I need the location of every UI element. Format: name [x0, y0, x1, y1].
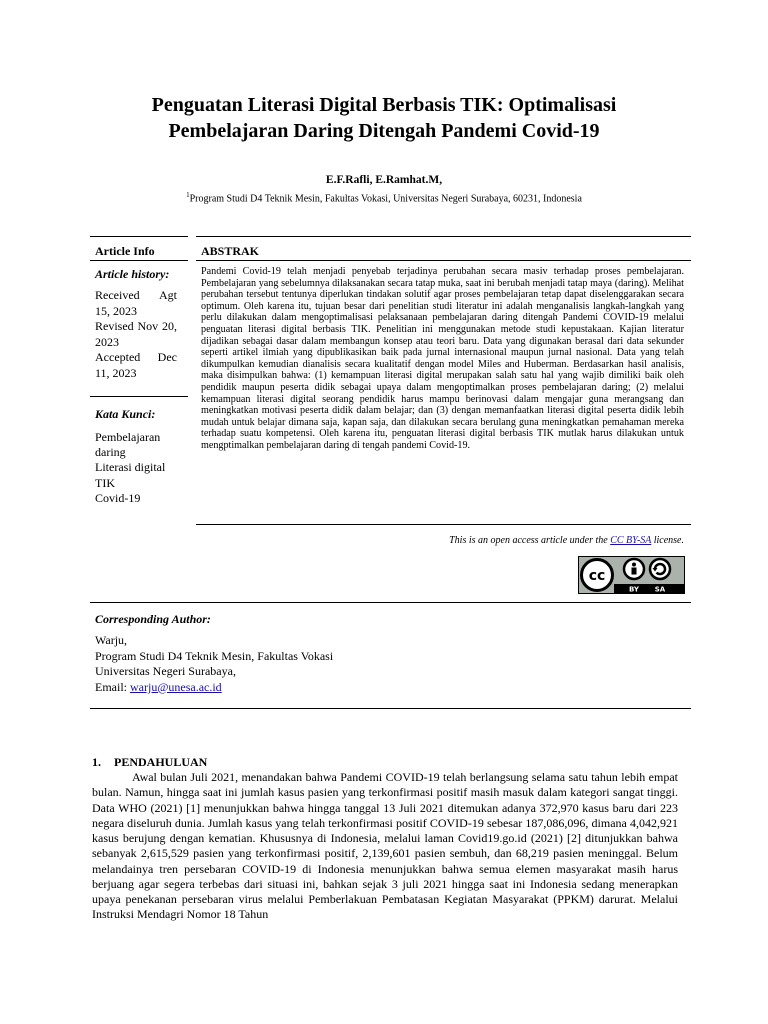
license-prefix: This is an open access article under the — [449, 535, 611, 546]
keywords-list — [95, 430, 185, 506]
paper-title-line-1: Penguatan Literasi Digital Berbasis TIK: Optimalisasi — [151, 94, 617, 116]
section-title: PENDAHULUAN — [114, 755, 208, 769]
license-statement — [300, 535, 684, 546]
revised-date: Revised Nov 20, 2023 — [95, 319, 177, 349]
keyword-item: Pembelajaran daring — [95, 430, 161, 460]
svg-text:BY: BY — [628, 585, 640, 594]
cc-by-sa-badge[interactable] — [578, 556, 685, 594]
keyword-item: Covid-19 — [95, 490, 141, 505]
rule-license-bottom — [90, 602, 691, 603]
corresponding-line-2: Universitas Negeri Surabaya, — [95, 664, 236, 679]
abstract-heading: ABSTRAK — [201, 244, 260, 258]
section-body-text: Awal bulan Juli 2021, menandakan bahwa Pandemi COVID-19 telah berlangsung selama satu tahun lebih empat bulan. Namun, hingga saat ini jumlah kasus pasien yang terkonfirmasi positif masih masuk dalam kategori sangat tinggi. Data WHO (2021) [1] menunjukkan bahwa hingga tanggal 13 Juli 2021 ditemukan adanya 372,970 kasus baru dari 223 negara diseluruh dunia. Jumlah kasus yang telah terkonfirmasi positif COVID-19 sebesar 187,086,096, dimana 4,042,921 kasus berujung dengan kematian. Khususnya di Indonesia, melalui laman Covid19.go.id (2021) [2] ditunjukkan bahwa sebanyak 2,615,529 pasien yang terkonfirmasi positif, 2,139,601 pasien sembuh, dan 68,219 pasien meninggal. Belum melandainya tren persebaran COVID-19 di Indonesia menunjukkan bahwa semua elemen masyarakat masih harus berjuang agar segera terbebas dari situasi ini, bahkan sejak 3 juli 2021 hingga saat ini Indonesia sedang menerapkan upaya penekanan persebaran virus melalui Pemberlakuan Pembatasan Kegiatan Masyarakat (PPKM) darurat. Melalui Instruksi Mendagri Nomor 18 Tahun — [92, 770, 678, 922]
abstract-text: Pandemi Covid-19 telah menjadi penyebab terjadinya perubahan secara masiv terhadap proses pembelajaran. Pembelajaran yang sebelumnya dilaksanakan secara tatap muka, saat ini berubah menjadi tatap maya (daring). Melihat perubahan tersebut tentunya diperlukan tindakan solutif agar proses pembelajaran tetap dapat diselenggarakan secara optimum. Oleh karena itu, tujuan besar dari penelitian studi literatur ini adalah menganalisis langkah-langkah yang perlu dilakukan dalam mengoptimalisasi pelaksanaan pembelajaran daring ditengah Pandemi COVID-19 melalui penguatan literasi digital berbasis TIK. Penelitian ini menggunakan metode studi kepustakaan. Kajian literatur dijadikan sebagai dasar dalam membangun konsep atau teori baru. Data yang digunakan berasal dari data sekunder seperti artikel ilmiah yang dipublikasikan baik pada jurnal internasional maupun jurnal nasional. Data yang telah dikumpulkan kemudian dianalisis secara kualitatif dengan model Miles and Huberman. Berdasarkan hasil analisis, maka disimpulkan bahwa: (1) kemampuan literasi digital merupakan salah satu hal yang wajib dimiliki baik oleh pendidik maupun peserta didik sebagai upaya dalam mengoptimalkan proses pembelajaran daring; (2) melalui kemampuan literasi digital seorang pendidik harus mampu berinovasi dalam mengajar guna merangsang dan meningkatkan motivasi peserta didik dalam belajar; dan (3) dengan memanfaatkan literasi digital peserta didik lebih mudah untuk belajar dimana saja, kapan saja, dan dilakukan secara berulang guna meningkatkan pemahaman mereka terhadap suatu kompetensi. Oleh karena itu, penguatan literasi digital berbasis TIK mutlak harus dilakukan untuk mengptimalkan pembelajaran daring di tengah pandemi Covid-19. — [201, 266, 684, 451]
accepted-date: Accepted Dec 11, 2023 — [95, 350, 177, 380]
affiliation-text: Program Studi D4 Teknik Mesin, Fakultas Vokasi, Universitas Negeri Surabaya, 60231, Indonesia — [189, 193, 582, 205]
corresponding-email — [95, 680, 333, 696]
rule-heading-left — [90, 260, 188, 261]
article-info-heading: Article Info — [95, 244, 155, 258]
rule-history-keywords — [90, 396, 188, 397]
article-history — [95, 288, 177, 382]
section-heading — [92, 755, 207, 770]
license-suffix: license. — [651, 535, 684, 546]
keyword-item: TIK — [95, 475, 115, 490]
affiliation-mark: 1 — [186, 191, 190, 199]
corresponding-name: Warju, — [95, 633, 128, 647]
rule-corresponding-bottom — [90, 708, 691, 709]
cc-by-sa-link[interactable]: CC BY-SA — [610, 535, 652, 546]
keywords-heading: Kata Kunci: — [95, 407, 156, 421]
email-label: Email: — [95, 679, 130, 694]
rule-abstract-bottom — [196, 524, 691, 525]
paper-title-line-2: Pembelajaran Daring Ditengah Pandemi Covid-19 — [168, 120, 600, 142]
rule-top-right — [196, 236, 691, 237]
corresponding-author-heading: Corresponding Author: — [95, 612, 211, 626]
svg-text:SA: SA — [654, 585, 666, 594]
section-body — [92, 770, 678, 923]
email-link[interactable]: warju@unesa.ac.id — [130, 679, 222, 694]
rule-top-left — [90, 236, 188, 237]
paper-title — [60, 92, 708, 144]
section-number: 1. — [92, 755, 101, 769]
rule-heading-right — [196, 260, 691, 261]
received-date: Received Agt 15, 2023 — [95, 288, 177, 318]
corresponding-author — [95, 633, 333, 695]
keyword-item: Literasi digital — [95, 460, 166, 475]
authors: E.F.Rafli, E.Ramhat.M, — [325, 174, 443, 186]
attribution-icon — [632, 563, 636, 567]
affiliation — [60, 191, 708, 204]
cc-icon: cc — [588, 568, 606, 584]
corresponding-line-1: Program Studi D4 Teknik Mesin, Fakultas Vokasi — [95, 648, 334, 663]
article-history-heading: Article history: — [95, 267, 170, 281]
